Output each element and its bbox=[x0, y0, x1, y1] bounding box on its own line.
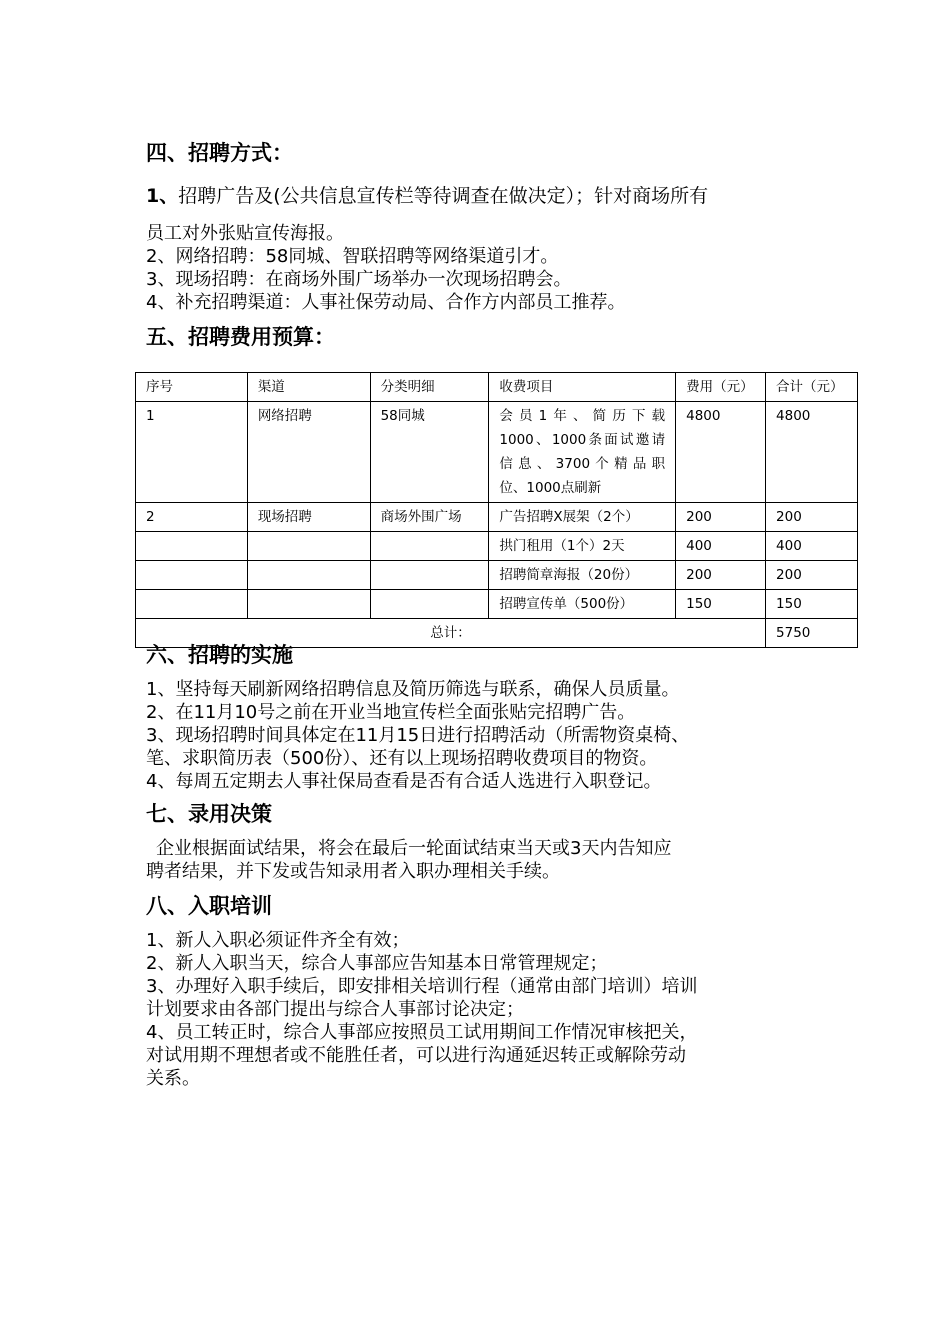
budget-table bbox=[135, 372, 858, 648]
cell-channel: 现场招聘 bbox=[247, 503, 370, 532]
item-line: 会员1年、简历下载 bbox=[499, 408, 666, 424]
section8-item2: 2、新人入职当天，综合人事部应告知基本日常管理规定； bbox=[146, 953, 608, 974]
section6-item1: 1、坚持每天刷新网络招聘信息及简历筛选与联系，确保人员质量。 bbox=[146, 679, 680, 700]
section8-item4-line3: 关系。 bbox=[146, 1068, 200, 1089]
cell-no: 1 bbox=[136, 402, 248, 503]
header-cell: 渠道 bbox=[247, 373, 370, 402]
cell-detail: 58同城 bbox=[370, 402, 489, 503]
section4-item2: 2、网络招聘：58同城、智联招聘等网络渠道引才。 bbox=[146, 246, 559, 267]
cell-empty bbox=[136, 590, 248, 619]
cell-fee: 200 bbox=[676, 561, 766, 590]
cell-channel: 网络招聘 bbox=[247, 402, 370, 503]
cell-total: 200 bbox=[766, 561, 858, 590]
document-body bbox=[146, 138, 811, 352]
header-cell: 合计（元） bbox=[766, 373, 858, 402]
section4-heading: 四、招聘方式： bbox=[146, 141, 293, 165]
section8-item3-line1: 3、办理好入职手续后，即安排相关培训行程（通常由部门培训）培训 bbox=[146, 976, 698, 997]
cell-detail: 商场外围广场 bbox=[370, 503, 489, 532]
cell-empty bbox=[370, 561, 489, 590]
item-line: 1000、1000条面试邀请 bbox=[499, 432, 666, 448]
section8-heading: 八、入职培训 bbox=[146, 894, 272, 918]
section5-heading: 五、招聘费用预算： bbox=[146, 325, 335, 349]
section6-item3-line1: 3、现场招聘时间具体定在11月15日进行招聘活动（所需物资桌椅、 bbox=[146, 725, 690, 746]
section7-line2: 聘者结果，并下发或告知录用者入职办理相关手续。 bbox=[146, 861, 560, 882]
section4-item1-num: 1、 bbox=[146, 185, 179, 207]
cell-total: 400 bbox=[766, 532, 858, 561]
cell-fee: 400 bbox=[676, 532, 766, 561]
cell-no: 2 bbox=[136, 503, 248, 532]
table-row bbox=[136, 503, 858, 532]
section6-heading: 六、招聘的实施 bbox=[146, 643, 293, 667]
cell-empty bbox=[370, 590, 489, 619]
sum-value: 5750 bbox=[766, 619, 858, 648]
section4-item3: 3、现场招聘：在商场外围广场举办一次现场招聘会。 bbox=[146, 269, 572, 290]
table-row bbox=[136, 561, 858, 590]
cell-empty bbox=[247, 532, 370, 561]
document-body-lower bbox=[146, 640, 811, 1090]
header-cell: 序号 bbox=[136, 373, 248, 402]
section4-item1-line2: 员工对外张贴宣传海报。 bbox=[146, 223, 344, 244]
section6-item3-line2: 笔、求职简历表（500份）、还有以上现场招聘收费项目的物资。 bbox=[146, 748, 658, 769]
section6-item2: 2、在11月10号之前在开业当地宣传栏全面张贴完招聘广告。 bbox=[146, 702, 636, 723]
section4-item1-text: 招聘广告及(公共信息宣传栏等待调查在做决定）；针对商场所有 bbox=[178, 185, 709, 207]
item-line: 位、1000点刷新 bbox=[499, 480, 602, 496]
section7-heading: 七、录用决策 bbox=[146, 802, 272, 826]
table-row bbox=[136, 532, 858, 561]
table-row bbox=[136, 402, 858, 503]
cell-fee: 4800 bbox=[676, 402, 766, 503]
cell-item: 广告招聘X展架（2个） bbox=[489, 503, 676, 532]
table-row bbox=[136, 590, 858, 619]
cell-total: 150 bbox=[766, 590, 858, 619]
item-line: 信息、3700个精品职 bbox=[499, 456, 666, 472]
table-header-row bbox=[136, 373, 858, 402]
section4-item1-line1 bbox=[146, 185, 811, 208]
section8-item4-line2: 对试用期不理想者或不能胜任者，可以进行沟通延迟转正或解除劳动 bbox=[146, 1045, 686, 1066]
header-cell: 费用（元） bbox=[676, 373, 766, 402]
header-cell: 收费项目 bbox=[489, 373, 676, 402]
section8-item3-line2: 计划要求由各部门提出与综合人事部讨论决定； bbox=[146, 999, 524, 1020]
section6-item4: 4、每周五定期去人事社保局查看是否有合适人选进行入职登记。 bbox=[146, 771, 662, 792]
cell-total: 200 bbox=[766, 503, 858, 532]
header-cell: 分类明细 bbox=[370, 373, 489, 402]
cell-empty bbox=[136, 532, 248, 561]
cell-empty bbox=[370, 532, 489, 561]
section8-item1: 1、新人入职必须证件齐全有效； bbox=[146, 930, 410, 951]
section8-item4-line1: 4、员工转正时，综合人事部应按照员工试用期间工作情况审核把关， bbox=[146, 1022, 698, 1043]
cell-fee: 150 bbox=[676, 590, 766, 619]
cell-item: 招聘宣传单（500份） bbox=[489, 590, 676, 619]
section4-item4: 4、补充招聘渠道：人事社保劳动局、合作方内部员工推荐。 bbox=[146, 292, 626, 313]
cell-empty bbox=[247, 561, 370, 590]
sum-label: 总计： bbox=[136, 619, 766, 648]
cell-item: 招聘简章海报（20份） bbox=[489, 561, 676, 590]
cell-empty bbox=[136, 561, 248, 590]
cell-fee: 200 bbox=[676, 503, 766, 532]
cell-item: 拱门租用（1个）2天 bbox=[489, 532, 676, 561]
cell-items bbox=[489, 402, 676, 503]
cell-empty bbox=[247, 590, 370, 619]
section7-line1: 企业根据面试结果，将会在最后一轮面试结束当天或3天内告知应 bbox=[156, 838, 672, 859]
cell-total: 4800 bbox=[766, 402, 858, 503]
